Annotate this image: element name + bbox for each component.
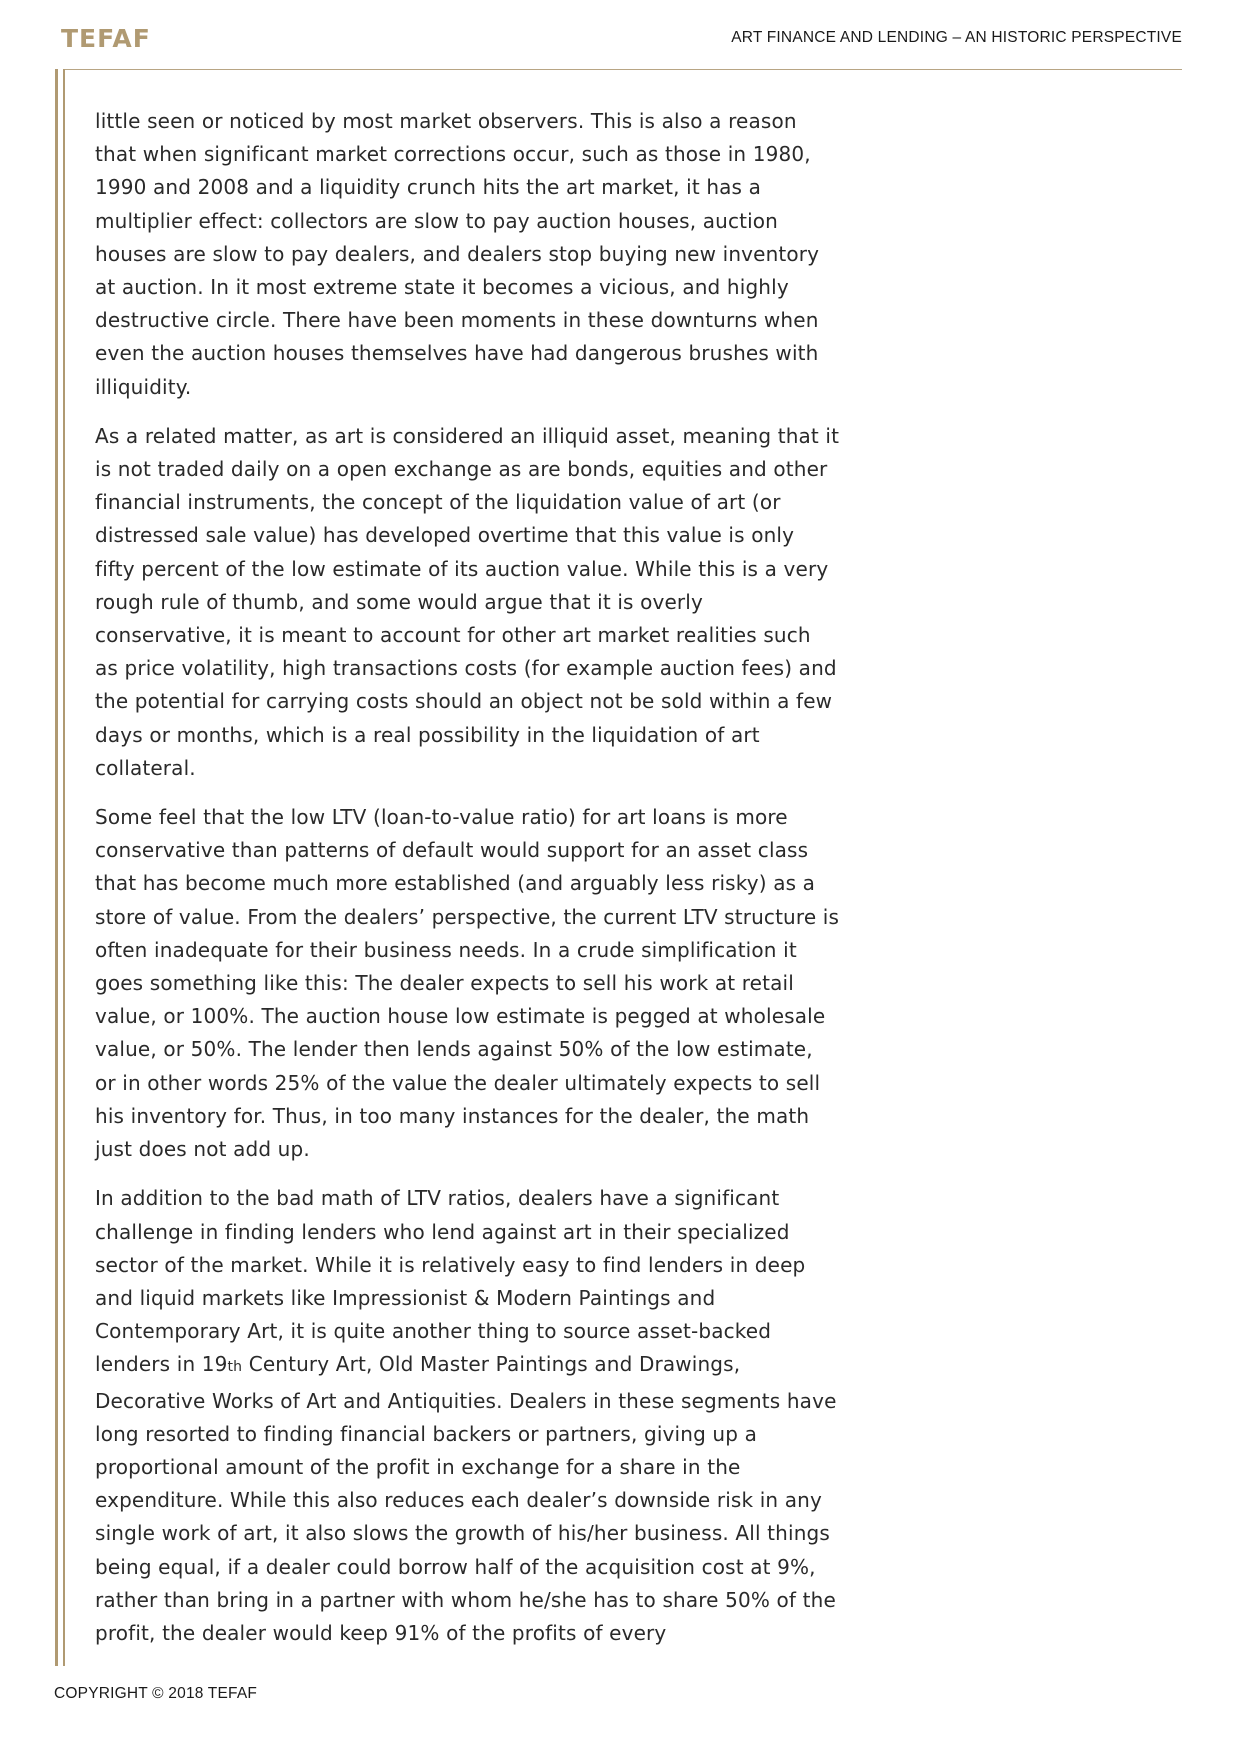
paragraph-4-text-a: In addition to the bad math of LTV ratios, dealers have a significant challenge in finding lenders who lend against art in their specialized sector of the market. While it is relatively easy to find lenders in deep and liquid markets like Impressionist & Modern Paintings and Contemporary Art, it is quite another thing to source asset-backed lenders in 19 (95, 1186, 806, 1377)
copyright-footer: COPYRIGHT © 2018 TEFAF (54, 1685, 258, 1702)
paragraph-4-text-b: Century Art, Old Master Paintings and Drawings, Decorative Works of Art and Antiquities. Dealers in these segments have long resorted to finding financial backers or partners, giving up a proportional amount of the profit in exchange for a share in the expenditure. While this also reduces each dealer’s downside risk in any single work of art, it also slows the growth of his/her business. All things being equal, if a dealer could borrow half of the acquisition cost at 9%, rather than bring in a partner with whom he/she has to share 50% of the profit, the dealer would keep 91% of the profits of every (95, 1352, 837, 1645)
ordinal-suffix: th (227, 1359, 243, 1376)
header-rule (63, 69, 1182, 70)
tefaf-logo: TEFAF (61, 24, 151, 53)
margin-bar-inner (63, 69, 65, 1666)
margin-bar-outer (55, 69, 58, 1666)
paragraph-2: As a related matter, as art is considered an illiquid asset, meaning that it is not traded daily on a open exchange as are bonds, equities and other financial instruments, the concept of the liquidation value of art (or distressed sale value) has developed overtime that this value is only fifty percent of the low estimate of its auction value. While this is a very rough rule of thumb, and some would argue that it is overly conservative, it is meant to account for other art market realities such as price volatility, high transactions costs (for example auction fees) and the potential for carrying costs should an object not be sold within a few days or months, which is a real possibility in the liquidation of art collateral. (95, 423, 840, 780)
running-header-title: ART FINANCE AND LENDING – AN HISTORIC PERSPECTIVE (731, 29, 1182, 46)
article-body (95, 105, 840, 1666)
paragraph-3: Some feel that the low LTV (loan-to-value ratio) for art loans is more conservative than patterns of default would support for an asset class that has become much more established (and arguably less risky) as a store of value. From the dealers’ perspective, the current LTV structure is often inadequate for their business needs. In a crude simplification it goes something like this: The dealer expects to sell his work at retail value, or 100%. The auction house low estimate is pegged at wholesale value, or 50%. The lender then lends against 50% of the low estimate, or in other words 25% of the value the dealer ultimately expects to sell his inventory for. Thus, in too many instances for the dealer, the math just does not add up. (95, 805, 840, 1162)
paragraph-1: little seen or noticed by most market observers. This is also a reason that when significant market corrections occur, such as those in 1980, 1990 and 2008 and a liquidity crunch hits the art market, it has a multiplier effect: collectors are slow to pay auction houses, auction houses are slow to pay dealers, and dealers stop buying new inventory at auction. In it most extreme state it becomes a vicious, and highly destructive circle. There have been moments in these downturns when even the auction houses themselves have had dangerous brushes with illiquidity. (95, 109, 820, 399)
paragraph-4 (95, 1182, 840, 1650)
